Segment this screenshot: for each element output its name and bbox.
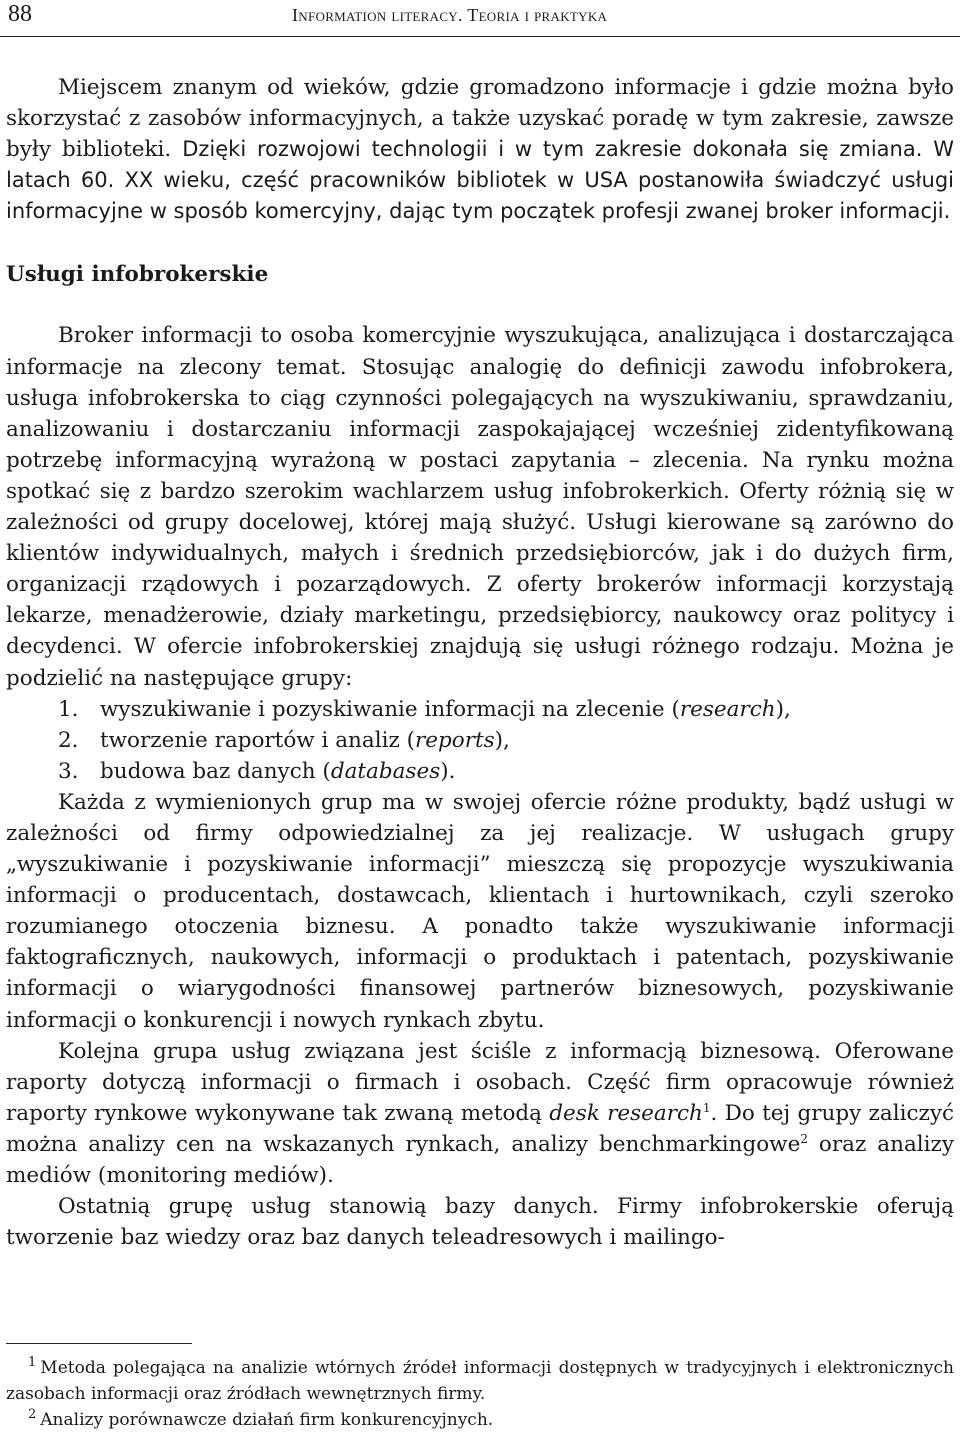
- footnote-ref-1[interactable]: 1: [702, 1100, 711, 1115]
- list-term: research: [679, 696, 776, 722]
- footnote-mark: 2: [28, 1407, 37, 1423]
- list-number: 1.: [58, 696, 79, 722]
- main-text: [6, 72, 954, 1253]
- list-number: 3.: [58, 758, 79, 784]
- list-number: 2.: [58, 727, 79, 753]
- paragraph-intro: [6, 72, 954, 227]
- paragraph-definition: Broker informacji to osoba komercyjnie wyszukująca, analizująca i dostarczająca informacje na zlecony temat. Stosując analogię do definicji zawodu infobrokera, usługa infobrokerska to ciąg czynności polegających na wyszukiwaniu, sprawdzaniu, analizowaniu i dostarczaniu informacji zaspokajającej wcześniej zidentyfikowaną potrzebę informacyjną wyrażoną w postaci zapytania – zlecenia. Na rynku można spotkać się z bardzo szerokim wachlarzem usług infobrokerkich. Oferty różnią się w zależności od grupy docelowej, której mają służyć. Usługi kierowane są zarówno do klientów indywidualnych, małych i średnich przedsiębiorców, jak i do dużych firm, organizacji rządowych i pozarządowych. Z oferty brokerów informacji korzystają lekarze, menadżerowie, działy marketingu, przedsiębiorcy, naukowcy oraz politycy i decydenci. W ofercie infobrokerskiej znajdują się usługi różnego rodzaju. Można je podzielić na następujące grupy:: [6, 323, 954, 691]
- footnotes: [6, 1355, 954, 1433]
- paragraph-reports-group: [6, 1036, 954, 1191]
- list-item: [6, 694, 954, 725]
- list-text: budowa baz danych (: [100, 758, 331, 784]
- list-term: databases: [330, 758, 441, 784]
- intro-text-serif: Miejscem znanym od wieków, gdzie gromadzono informacje i gdzie można było skorzystać z zasobów informacyjnych, a także uzyskać poradę w tym zakresie, zawsze były biblioteki.: [6, 75, 954, 163]
- footnote-2: [6, 1407, 954, 1433]
- paragraph-databases-group: Ostatnią grupę usług stanowią bazy danych. Firmy infobrokerskie oferują tworzenie baz wiedzy oraz baz danych teleadresowych i mailingo-: [6, 1194, 954, 1251]
- desk-research-term: desk research: [549, 1100, 703, 1126]
- service-groups-list: [6, 694, 954, 787]
- list-item: [6, 725, 954, 756]
- running-head: Information literacy. Teoria i praktyka: [292, 5, 608, 25]
- intro-text-sans: Dzięki rozwojowi technologii i w tym zakresie dokonała się zmiana. W latach 60. XX wieku, część pracowników bibliotek w USA postanowiła świadczyć usługi informacyjne w sposób komercyjny, dając tym początek profesji zwanej broker informacji.: [6, 137, 954, 224]
- reports-text-a: Kolejna grupa usług związana jest ściśle z informacją biznesową. Oferowane raporty dotyczą informacji o firmach i osobach. Część firm opracowuje również raporty rynkowe wykonywane tak zwaną metodą: [6, 1038, 954, 1126]
- list-item: [6, 756, 954, 787]
- footnote-text: Metoda polegająca na analizie wtórnych źródeł informacji dostępnych w tradycyjnych i elektronicznych zasobach informacji oraz źródłach wewnętrznych firmy.: [6, 1358, 954, 1404]
- footnote-ref-2[interactable]: 2: [800, 1131, 808, 1146]
- list-text: tworzenie raportów i analiz (: [100, 727, 415, 753]
- footnote-1: [6, 1355, 954, 1407]
- paragraph-search-group: Każda z wymienionych grup ma w swojej ofercie różne produkty, bądź usługi w zależności od firmy odpowiedzialnej za jej realizacje. W usługach grupy „wyszukiwanie i pozyskiwanie informacji” mieszczą się propozycje wyszukiwania informacji o producentach, dostawcach, klientach i hurtownikach, czyli szeroko rozumianego otoczenia biznesu. A ponadto także wyszukiwanie informacji faktograficznych, naukowych, informacji o produktach i patentach, pozyskiwanie informacji o wiarygodności finansowej partnerów biznesowych, pozyskiwanie informacji o konkurencji i nowych rynkach zbytu.: [6, 789, 954, 1033]
- page-number: 88: [8, 1, 32, 27]
- list-tail: ),: [494, 727, 510, 753]
- footnote-rule: [6, 1343, 192, 1344]
- section-heading: Usługi infobrokerskie: [6, 262, 269, 288]
- footnote-mark: 1: [28, 1355, 37, 1371]
- list-text: wyszukiwanie i pozyskiwanie informacji na zlecenie (: [100, 696, 680, 722]
- page-header: [0, 0, 960, 36]
- list-tail: ),: [775, 696, 791, 722]
- list-tail: ).: [440, 758, 456, 784]
- header-rule: [0, 36, 960, 37]
- list-term: reports: [415, 727, 495, 753]
- reports-text-b: . Do tej grupy zaliczyć można analizy cen na wskazanych rynkach, analizy benchmarkingowe: [6, 1100, 955, 1157]
- reports-text-c: oraz analizy mediów (monitoring mediów).: [6, 1131, 954, 1188]
- footnote-text: Analizy porównawcze działań firm konkurencyjnych.: [40, 1410, 494, 1430]
